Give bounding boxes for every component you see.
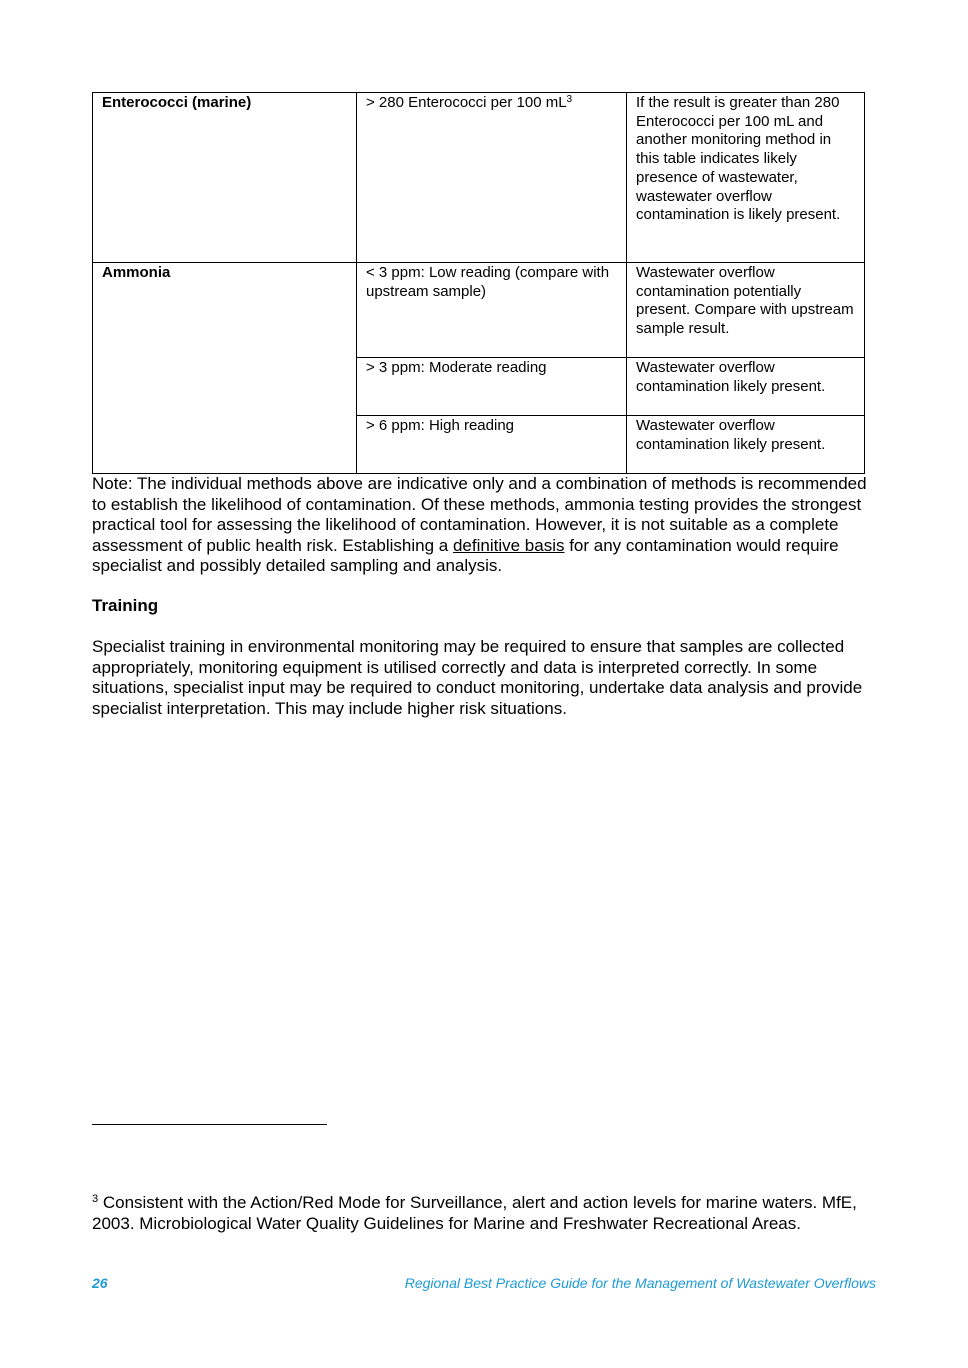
threshold-cell: < 3 ppm: Low reading (compare with upstream sample) bbox=[357, 263, 627, 358]
footnote bbox=[92, 1193, 882, 1234]
definitive-basis-link[interactable]: definitive basis bbox=[452, 535, 565, 555]
training-paragraph: Specialist training in environmental monitoring may be required to ensure that samples are collected appropriately, monitoring equipment is utilised correctly and data is interpreted correctly. In some situations, specialist input may be required to conduct monitoring, undertake data analysis and provide specialist interpretation. This may include higher risk situations. bbox=[92, 637, 863, 718]
threshold-cell bbox=[357, 93, 627, 263]
threshold-text: > 280 Enterococci per 100 mL bbox=[366, 94, 567, 111]
footnote-number: 3 bbox=[92, 1193, 99, 1205]
note-text-end: for any contamination would require specialist and possibly detailed sampling and analysis. bbox=[92, 535, 839, 575]
footnote-ref[interactable]: 3 bbox=[566, 94, 573, 105]
page-number: 26 bbox=[92, 1275, 108, 1291]
table-row bbox=[93, 93, 865, 263]
interpretation-cell: If the result is greater than 280 Enterococci per 100 mL and another monitoring method in this table indicates likely presence of wastewater, wastewater overflow contamination is likely present. bbox=[627, 93, 865, 263]
parameter-cell: Ammonia bbox=[93, 263, 357, 474]
threshold-cell: > 6 ppm: High reading bbox=[357, 416, 627, 474]
monitoring-methods-table bbox=[92, 92, 865, 474]
footnote-divider bbox=[92, 1124, 327, 1125]
training-heading: Training bbox=[92, 596, 159, 615]
interpretation-cell: Wastewater overflow contamination likely present. bbox=[627, 416, 865, 474]
threshold-cell: > 3 ppm: Moderate reading bbox=[357, 358, 627, 416]
interpretation-cell: Wastewater overflow contamination likely present. bbox=[627, 358, 865, 416]
note-text-start: Note: The individual methods above are indicative only and a combination of methods is recommended to establish the likelihood of contamination. Of these methods, ammonia testing provides the strongest practical tool for assessing the likelihood of contamination. However, it is not suitable as a complete assessment of public health risk. Establishing a bbox=[92, 474, 867, 555]
footer-title: Regional Best Practice Guide for the Management of Wastewater Overflows bbox=[404, 1275, 876, 1291]
table-row bbox=[93, 263, 865, 358]
note-paragraph bbox=[92, 474, 882, 577]
footnote-text: Consistent with the Action/Red Mode for Surveillance, alert and action levels for marine waters. MfE, 2003. Microbiological Water Quality Guidelines for Marine and Freshwater Recreational Areas. bbox=[92, 1193, 857, 1233]
interpretation-cell: Wastewater overflow contamination potentially present. Compare with upstream sample result. bbox=[627, 263, 865, 358]
parameter-cell: Enterococci (marine) bbox=[93, 93, 357, 263]
